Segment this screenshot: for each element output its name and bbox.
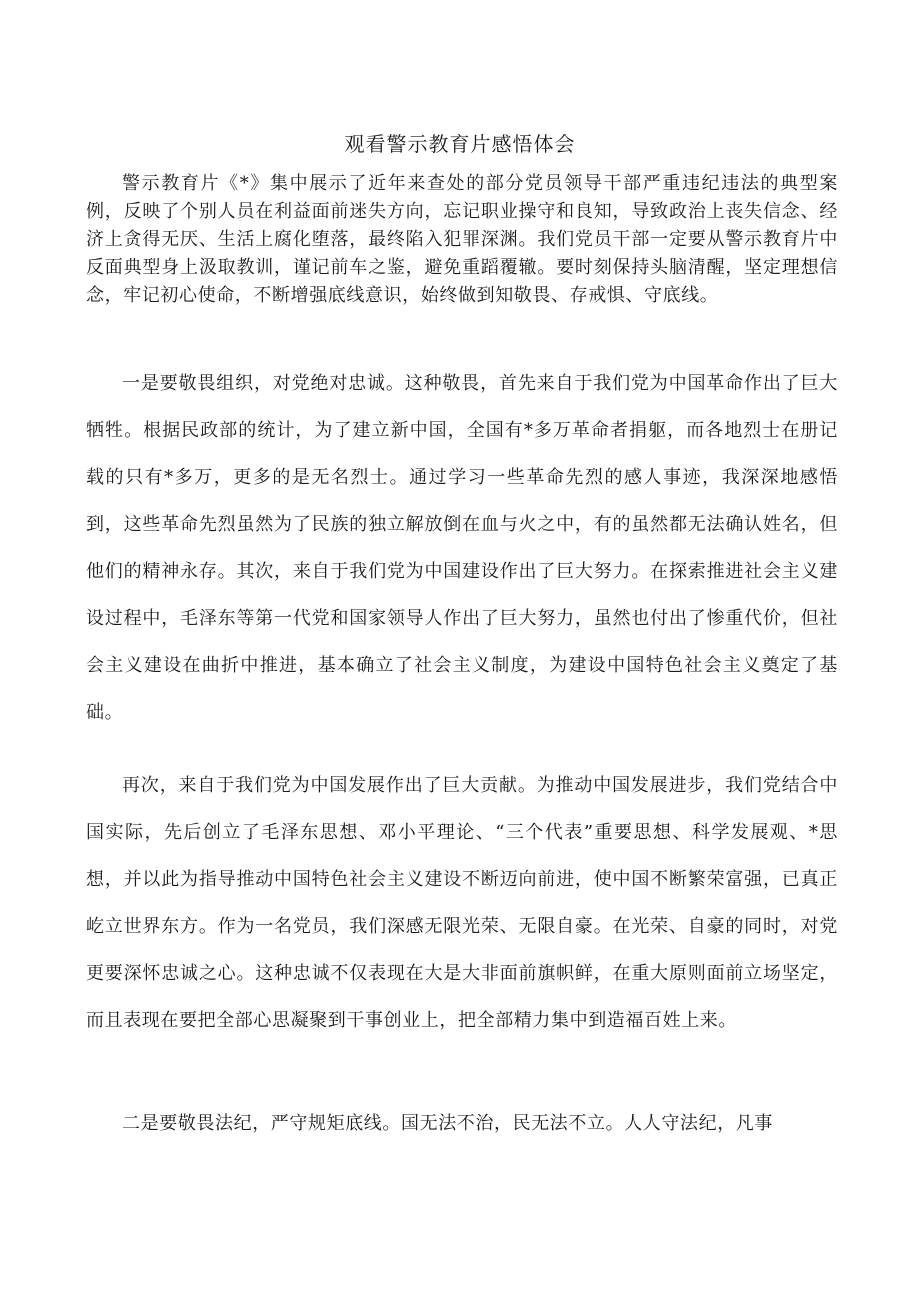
paragraph-intro: 警示教育片《*》集中展示了近年来查处的部分党员领导干部严重违纪违法的典型案例，反映了个别人员在利益面前迷失方向，忘记职业操守和良知，导致政治上丧失信念、经济上贪得无厌、生活上腐化堕落，最终陷入犯罪深渊。我们党员干部一定要从警示教育片中反面典型身上汲取教训，谨记前车之鉴，避免重蹈覆辙。要时刻保持头脑清醒，坚定理想信念，牢记初心使命，不断增强底线意识，始终做到知敬畏、存戒惧、守底线。 xyxy=(86,173,838,306)
paragraph-respect-organization: 一是要敬畏组织，对党绝对忠诚。这种敬畏，首先来自于我们党为中国革命作出了巨大牺牲。根据民政部的统计，为了建立新中国，全国有*多万革命者捐躯，而各地烈士在册记载的只有*多万，更多的是无名烈士。通过学习一些革命先烈的感人事迹，我深深地感悟到，这些革命先烈虽然为了民族的独立解放倒在血与火之中，有的虽然都无法确认姓名，但他们的精神永存。其次，来自于我们党为中国建设作出了巨大努力。在探索推进社会主义建设过程中，毛泽东等第一代党和国家领导人作出了巨大努力，虽然也付出了惨重代价，但社会主义建设在曲折中推进，基本确立了社会主义制度，为建设中国特色社会主义奠定了基础。 xyxy=(86,373,838,723)
document-title: 观看警示教育片感悟体会 xyxy=(344,132,576,156)
paragraph-respect-law: 二是要敬畏法纪，严守规矩底线。国无法不治，民无法不立。人人守法纪，凡事 xyxy=(122,1113,773,1134)
paragraph-party-contribution: 再次，来自于我们党为中国发展作出了巨大贡献。为推动中国发展进步，我们党结合中国实际，先后创立了毛泽东思想、邓小平理论、“三个代表”重要思想、科学发展观、*思想，并以此为指导推动中国特色社会主义建设不断迈向前进，使中国不断繁荣富强，已真正屹立世界东方。作为一名党员，我们深感无限光荣、无限自豪。在光荣、自豪的同时，对党更要深怀忠诚之心。这种忠诚不仅表现在大是大非面前旗帜鲜，在重大原则面前立场坚定，而且表现在要把全部心思凝聚到干事创业上，把全部精力集中到造福百姓上来。 xyxy=(86,775,838,1031)
